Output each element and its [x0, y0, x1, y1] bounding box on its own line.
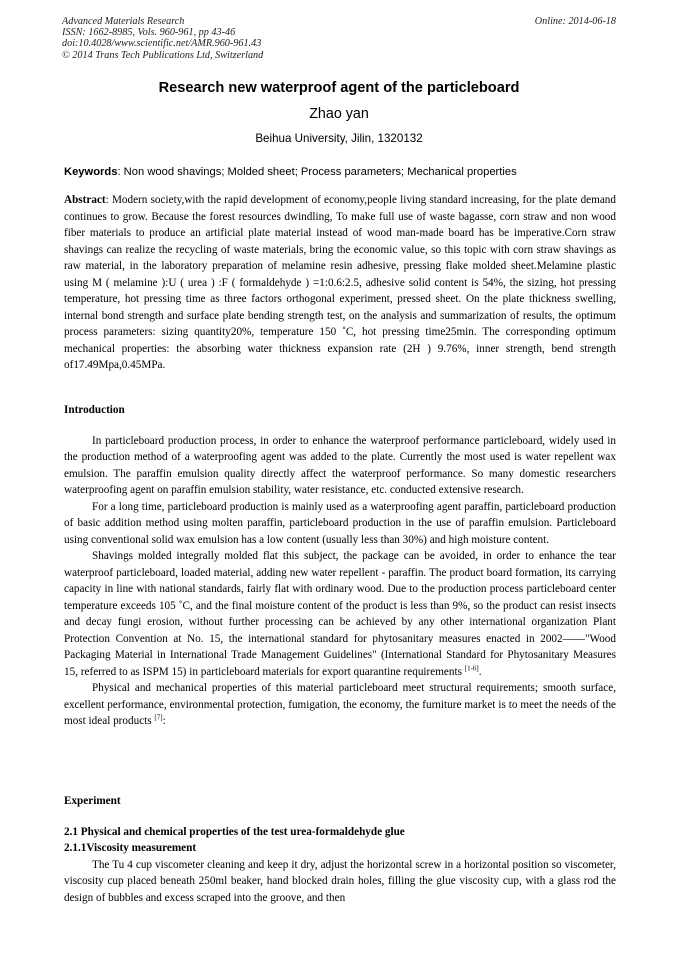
- keywords-text: : Non wood shavings; Molded sheet; Process parameters; Mechanical properties: [117, 166, 517, 178]
- journal-name: Advanced Materials Research: [62, 16, 185, 27]
- author-name: Zhao yan: [309, 106, 369, 122]
- paper-title: Research new waterproof agent of the particleboard: [158, 80, 520, 96]
- abstract-paragraph: [64, 192, 616, 374]
- introduction-heading: Introduction: [64, 404, 125, 416]
- journal-header: [62, 16, 616, 61]
- online-date: Online: 2014-06-18: [534, 16, 616, 27]
- keywords-label: Keywords: [64, 166, 118, 178]
- experiment-section: [64, 793, 616, 906]
- subsection-2-1-heading: 2.1 Physical and chemical properties of the test urea-formaldehyde glue: [64, 825, 405, 838]
- citation-1-6: [1-6]: [464, 663, 479, 672]
- intro-paragraph-4: [64, 680, 616, 730]
- section-spacer: [64, 419, 616, 433]
- author-affiliation: Beihua University, Jilin, 1320132: [255, 132, 423, 145]
- citation-7: [7]: [154, 713, 163, 722]
- abstract-text: : Modern society,with the rapid development of economy,people living standard increasing, for the plate demand continues to grow. Because the forest resources dwindling, To make full use of waste bagasse, corn straw and non wood fiber materials to produce an artificial plate material instead of wood man-made board has be imperative.Corn straw shavings can realize the recycling of waste materials, bring the economic value, so this topic with corn straw shavings as raw material, in the laboratory preparation of melamine resin adhesive, pressing flake molded sheet.Melamine plastic using M ( melamine ):U ( urea ) :F ( formaldehyde ) =1:0.6:2.5, adhesive solid content is 54%, the sizing, hot pressing temperature, hot pressing time as three factors orthogonal experiment, pressed sheet. On the plate thickness swelling, internal bond strength and surface plate bending strength test, on the analysis and summarization of results, the optimum process parameters: sizing quantity20%, temperature 150 ˚C, hot pressing time25min. The corresponding optimum mechanical properties: the absorbing water thickness expansion rate (2H ) 9.76%, inner strength, bend strength of17.49Mpa,0.45MPa.: [64, 194, 616, 371]
- subsection-2-1-1-heading: 2.1.1Viscosity measurement: [64, 842, 197, 854]
- intro-paragraph-3-end: .: [478, 665, 482, 678]
- keywords-line: [64, 166, 616, 178]
- section-spacer: [64, 810, 616, 824]
- copyright-line: © 2014 Trans Tech Publications Ltd, Switzerland: [62, 49, 264, 61]
- abstract-label: Abstract: [64, 194, 106, 206]
- experiment-heading: Experiment: [64, 795, 121, 807]
- introduction-section: [64, 402, 616, 730]
- intro-paragraph-3: [64, 548, 616, 680]
- doi-line: doi:10.4028/www.scientific.net/AMR.960-961.43: [62, 38, 262, 50]
- intro-paragraph-4-end: :: [162, 715, 166, 727]
- abstract-section: [64, 192, 616, 374]
- issn-line: ISSN: 1662-8985, Vols. 960-961, pp 43-46: [62, 27, 236, 39]
- experiment-paragraph-1: The Tu 4 cup viscometer cleaning and keep it dry, adjust the horizontal screw in a horizontal position so viscometer, viscosity cup placed beneath 250ml beaker, hand blocked drain holes, filling the glue viscosity cup, with a glass rod the design of bubbles and excess scraped into the groove, and then: [64, 858, 616, 904]
- intro-paragraph-3-text: Shavings molded integrally molded flat this subject, the package can be avoided, in order to enhance the tear waterproof particleboard, loaded material, adding new water repellent - paraffin. The product board formation, its carrying capacity in line with national standards, fairly flat with ordinary wood. Due to the production process particleboard center temperature exceeds 105 ˚C, and the final moisture content of the product is less than 9%, so the product can resist insects and decay fungi erosion, without further processing can be achieved by any other international organization Plant Protection Convention at No. 15, the international standard for phytosanitary measures enacted in 2002——"Wood Packaging Material in International Trade Management Guidelines" (International Standard for Phytosanitary Measures 15, referred to as ISPM 15) in particleboard materials for export quarantine requirements: [64, 550, 616, 678]
- intro-paragraph-4-text: Physical and mechanical properties of this material particleboard meet structural requirements; smooth surface, excellent performance, environmental protection, fumigation, the economy, the furniture market is to meet the needs of the most ideal products: [64, 682, 616, 727]
- intro-paragraph-2: For a long time, particleboard production is mainly used as a waterproofing agent paraffin, particleboard production of basic addition method using molten paraffin, particleboard production in the use of paraffin emulsion. Particleboard using conventional solid wax emulsion has a low content (usually less than 30%) and high moisture content.: [64, 500, 616, 546]
- intro-paragraph-1: In particleboard production process, in order to enhance the waterproof performance particleboard, widely used in the production method of a waterproofing agent was added to the plate. Currently the most used is water repellent wax emulsion. The paraffin emulsion quality directly affect the waterproof performance. So many domestic researchers waterproofing agent on paraffin emulsion stability, water resistance, etc. conducted extensive research.: [64, 434, 616, 496]
- journal-info: [62, 16, 616, 61]
